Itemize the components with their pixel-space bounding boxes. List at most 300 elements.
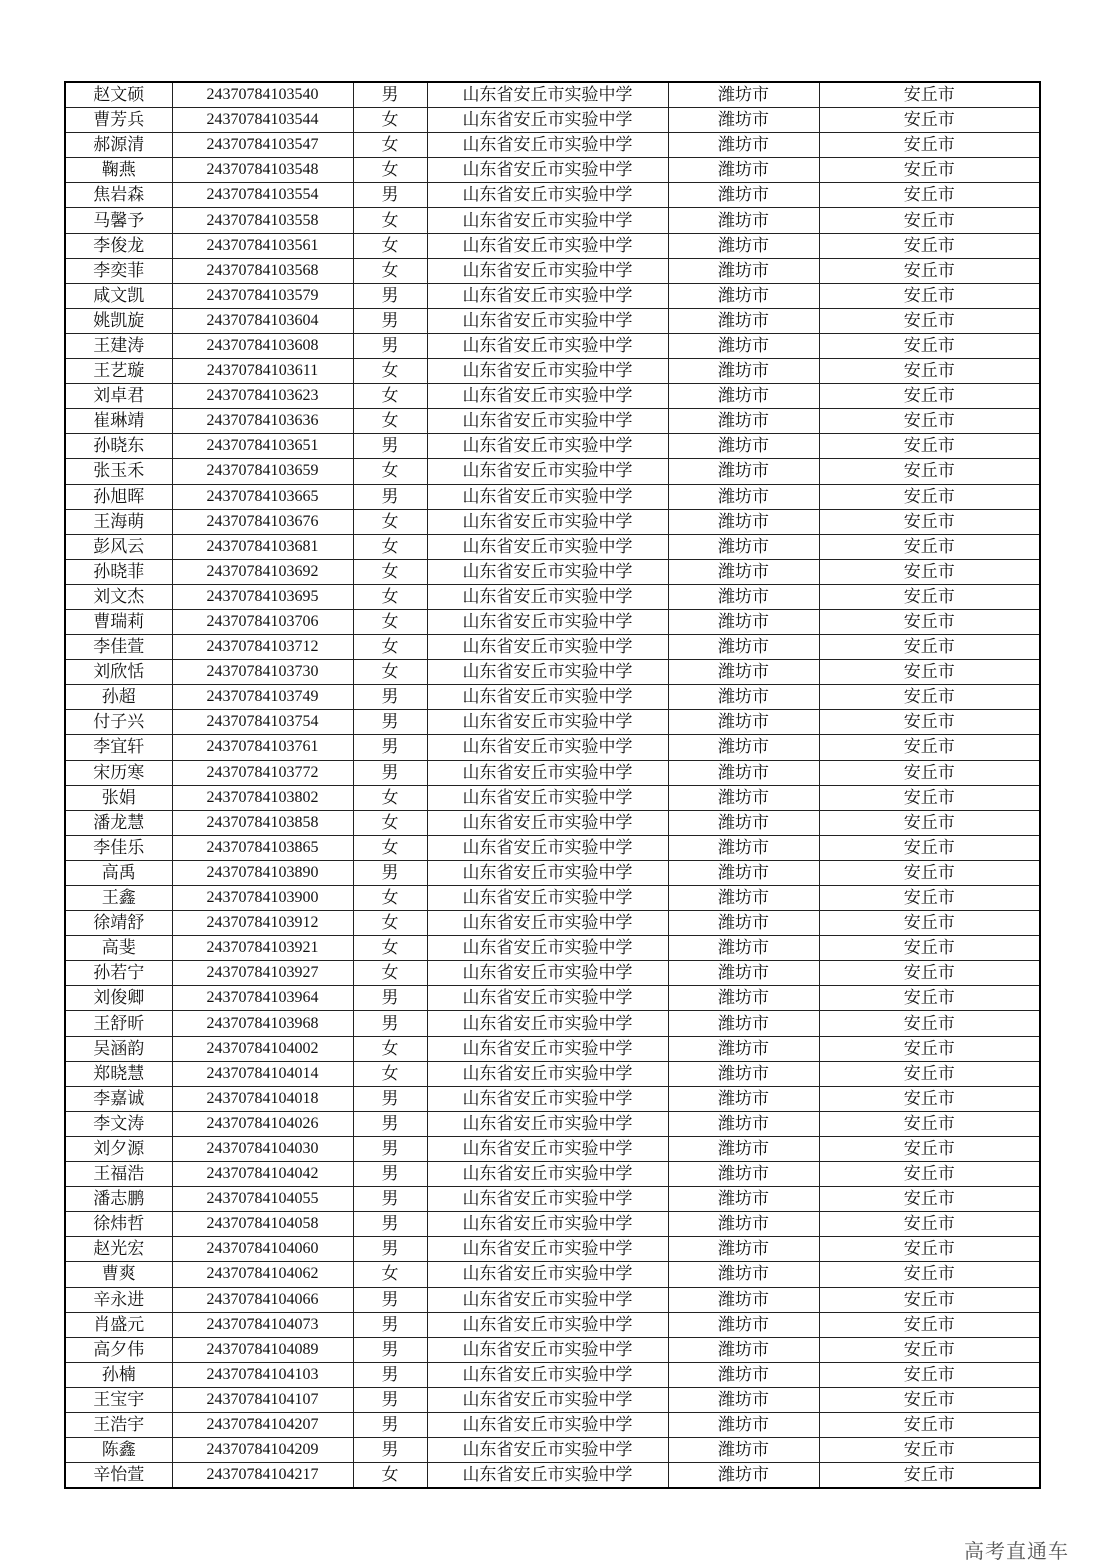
city-cell: 潍坊市: [668, 1162, 819, 1187]
school-cell: 山东省安丘市实验中学: [427, 609, 668, 634]
table-row: [65, 961, 1040, 986]
county-cell: 安丘市: [819, 1262, 1040, 1287]
city-cell: 潍坊市: [668, 986, 819, 1011]
school-cell: 山东省安丘市实验中学: [427, 1111, 668, 1136]
name-cell: 王海萌: [65, 509, 172, 534]
table-row: [65, 308, 1040, 333]
school-cell: 山东省安丘市实验中学: [427, 785, 668, 810]
exam-id-cell: 24370784103695: [172, 584, 353, 609]
county-cell: 安丘市: [819, 1187, 1040, 1212]
school-cell: 山东省安丘市实验中学: [427, 409, 668, 434]
school-cell: 山东省安丘市实验中学: [427, 82, 668, 108]
exam-id-cell: 24370784103927: [172, 961, 353, 986]
exam-id-cell: 24370784104042: [172, 1162, 353, 1187]
exam-id-cell: 24370784103865: [172, 835, 353, 860]
gender-cell: 女: [353, 208, 427, 233]
gender-cell: 男: [353, 308, 427, 333]
table-row: [65, 911, 1040, 936]
county-cell: 安丘市: [819, 1337, 1040, 1362]
city-cell: 潍坊市: [668, 258, 819, 283]
table-row: [65, 333, 1040, 358]
city-cell: 潍坊市: [668, 208, 819, 233]
exam-id-cell: 24370784103561: [172, 233, 353, 258]
name-cell: 郝源清: [65, 133, 172, 158]
gender-cell: 男: [353, 1187, 427, 1212]
name-cell: 王宝宇: [65, 1387, 172, 1412]
exam-id-cell: 24370784103636: [172, 409, 353, 434]
city-cell: 潍坊市: [668, 434, 819, 459]
exam-id-cell: 24370784103730: [172, 660, 353, 685]
city-cell: 潍坊市: [668, 961, 819, 986]
gender-cell: 女: [353, 133, 427, 158]
county-cell: 安丘市: [819, 183, 1040, 208]
name-cell: 孙旭晖: [65, 484, 172, 509]
school-cell: 山东省安丘市实验中学: [427, 860, 668, 885]
city-cell: 潍坊市: [668, 860, 819, 885]
county-cell: 安丘市: [819, 1387, 1040, 1412]
table-row: [65, 609, 1040, 634]
name-cell: 王建涛: [65, 333, 172, 358]
gender-cell: 男: [353, 82, 427, 108]
school-cell: 山东省安丘市实验中学: [427, 936, 668, 961]
city-cell: 潍坊市: [668, 509, 819, 534]
county-cell: 安丘市: [819, 283, 1040, 308]
county-cell: 安丘市: [819, 609, 1040, 634]
gender-cell: 男: [353, 1212, 427, 1237]
county-cell: 安丘市: [819, 509, 1040, 534]
name-cell: 高夕伟: [65, 1337, 172, 1362]
name-cell: 徐炜哲: [65, 1212, 172, 1237]
table-row: [65, 735, 1040, 760]
school-cell: 山东省安丘市实验中学: [427, 986, 668, 1011]
gender-cell: 男: [353, 333, 427, 358]
table-row: [65, 509, 1040, 534]
name-cell: 孙楠: [65, 1362, 172, 1387]
gender-cell: 男: [353, 760, 427, 785]
gender-cell: 女: [353, 609, 427, 634]
county-cell: 安丘市: [819, 635, 1040, 660]
exam-id-cell: 24370784103921: [172, 936, 353, 961]
school-cell: 山东省安丘市实验中学: [427, 208, 668, 233]
school-cell: 山东省安丘市实验中学: [427, 1011, 668, 1036]
name-cell: 潘龙慧: [65, 810, 172, 835]
city-cell: 潍坊市: [668, 559, 819, 584]
school-cell: 山东省安丘市实验中学: [427, 1262, 668, 1287]
table-row: [65, 158, 1040, 183]
county-cell: 安丘市: [819, 660, 1040, 685]
gender-cell: 女: [353, 108, 427, 133]
exam-id-cell: 24370784103912: [172, 911, 353, 936]
city-cell: 潍坊市: [668, 459, 819, 484]
city-cell: 潍坊市: [668, 685, 819, 710]
city-cell: 潍坊市: [668, 660, 819, 685]
gender-cell: 男: [353, 1111, 427, 1136]
name-cell: 辛怡萱: [65, 1463, 172, 1489]
name-cell: 刘卓君: [65, 384, 172, 409]
gender-cell: 男: [353, 1387, 427, 1412]
table-row: [65, 1337, 1040, 1362]
table-row: [65, 1262, 1040, 1287]
school-cell: 山东省安丘市实验中学: [427, 1463, 668, 1489]
county-cell: 安丘市: [819, 308, 1040, 333]
city-cell: 潍坊市: [668, 283, 819, 308]
table-row: [65, 635, 1040, 660]
city-cell: 潍坊市: [668, 886, 819, 911]
exam-id-cell: 24370784104030: [172, 1136, 353, 1161]
city-cell: 潍坊市: [668, 785, 819, 810]
name-cell: 彭风云: [65, 534, 172, 559]
table-row: [65, 710, 1040, 735]
table-row: [65, 785, 1040, 810]
school-cell: 山东省安丘市实验中学: [427, 1387, 668, 1412]
exam-id-cell: 24370784104107: [172, 1387, 353, 1412]
gender-cell: 女: [353, 509, 427, 534]
county-cell: 安丘市: [819, 534, 1040, 559]
table-row: [65, 1086, 1040, 1111]
city-cell: 潍坊市: [668, 133, 819, 158]
watermark-text: 高考直通车: [964, 1539, 1069, 1563]
school-cell: 山东省安丘市实验中学: [427, 434, 668, 459]
name-cell: 李宜轩: [65, 735, 172, 760]
gender-cell: 女: [353, 584, 427, 609]
table-row: [65, 1287, 1040, 1312]
gender-cell: 女: [353, 785, 427, 810]
name-cell: 王艺璇: [65, 359, 172, 384]
school-cell: 山东省安丘市实验中学: [427, 1412, 668, 1437]
gender-cell: 女: [353, 233, 427, 258]
city-cell: 潍坊市: [668, 534, 819, 559]
county-cell: 安丘市: [819, 911, 1040, 936]
school-cell: 山东省安丘市实验中学: [427, 835, 668, 860]
exam-id-cell: 24370784104058: [172, 1212, 353, 1237]
exam-id-cell: 24370784103964: [172, 986, 353, 1011]
county-cell: 安丘市: [819, 1061, 1040, 1086]
school-cell: 山东省安丘市实验中学: [427, 1162, 668, 1187]
name-cell: 姚凯旋: [65, 308, 172, 333]
city-cell: 潍坊市: [668, 760, 819, 785]
gender-cell: 女: [353, 559, 427, 584]
county-cell: 安丘市: [819, 333, 1040, 358]
gender-cell: 女: [353, 961, 427, 986]
city-cell: 潍坊市: [668, 183, 819, 208]
name-cell: 孙超: [65, 685, 172, 710]
gender-cell: 女: [353, 936, 427, 961]
table-row: [65, 133, 1040, 158]
county-cell: 安丘市: [819, 1162, 1040, 1187]
gender-cell: 女: [353, 1036, 427, 1061]
city-cell: 潍坊市: [668, 911, 819, 936]
school-cell: 山东省安丘市实验中学: [427, 333, 668, 358]
exam-id-cell: 24370784104060: [172, 1237, 353, 1262]
exam-id-cell: 24370784103665: [172, 484, 353, 509]
gender-cell: 女: [353, 1262, 427, 1287]
name-cell: 郑晓慧: [65, 1061, 172, 1086]
county-cell: 安丘市: [819, 1237, 1040, 1262]
school-cell: 山东省安丘市实验中学: [427, 183, 668, 208]
city-cell: 潍坊市: [668, 1187, 819, 1212]
table-row: [65, 660, 1040, 685]
exam-id-cell: 24370784103548: [172, 158, 353, 183]
exam-id-cell: 24370784104062: [172, 1262, 353, 1287]
exam-id-cell: 24370784103890: [172, 860, 353, 885]
name-cell: 刘俊卿: [65, 986, 172, 1011]
school-cell: 山东省安丘市实验中学: [427, 635, 668, 660]
county-cell: 安丘市: [819, 158, 1040, 183]
table-row: [65, 835, 1040, 860]
gender-cell: 女: [353, 384, 427, 409]
county-cell: 安丘市: [819, 1086, 1040, 1111]
name-cell: 刘欣恬: [65, 660, 172, 685]
exam-id-cell: 24370784103761: [172, 735, 353, 760]
school-cell: 山东省安丘市实验中学: [427, 1061, 668, 1086]
gender-cell: 男: [353, 434, 427, 459]
name-cell: 刘夕源: [65, 1136, 172, 1161]
school-cell: 山东省安丘市实验中学: [427, 484, 668, 509]
county-cell: 安丘市: [819, 459, 1040, 484]
city-cell: 潍坊市: [668, 936, 819, 961]
name-cell: 曹爽: [65, 1262, 172, 1287]
name-cell: 王福浩: [65, 1162, 172, 1187]
table-row: [65, 1011, 1040, 1036]
exam-id-cell: 24370784103568: [172, 258, 353, 283]
city-cell: 潍坊市: [668, 82, 819, 108]
gender-cell: 女: [353, 258, 427, 283]
school-cell: 山东省安丘市实验中学: [427, 459, 668, 484]
table-row: [65, 685, 1040, 710]
name-cell: 李文涛: [65, 1111, 172, 1136]
school-cell: 山东省安丘市实验中学: [427, 158, 668, 183]
name-cell: 李嘉诚: [65, 1086, 172, 1111]
school-cell: 山东省安丘市实验中学: [427, 1036, 668, 1061]
exam-id-cell: 24370784104066: [172, 1287, 353, 1312]
exam-id-cell: 24370784103554: [172, 183, 353, 208]
exam-id-cell: 24370784103608: [172, 333, 353, 358]
table-row: [65, 1362, 1040, 1387]
county-cell: 安丘市: [819, 961, 1040, 986]
gender-cell: 男: [353, 710, 427, 735]
roster-body: [65, 82, 1040, 1488]
city-cell: 潍坊市: [668, 1237, 819, 1262]
gender-cell: 男: [353, 1237, 427, 1262]
table-row: [65, 1187, 1040, 1212]
school-cell: 山东省安丘市实验中学: [427, 233, 668, 258]
gender-cell: 女: [353, 660, 427, 685]
name-cell: 宋历寒: [65, 760, 172, 785]
exam-id-cell: 24370784103706: [172, 609, 353, 634]
name-cell: 鞠燕: [65, 158, 172, 183]
exam-id-cell: 24370784103611: [172, 359, 353, 384]
table-row: [65, 534, 1040, 559]
city-cell: 潍坊市: [668, 484, 819, 509]
gender-cell: 男: [353, 1011, 427, 1036]
city-cell: 潍坊市: [668, 1337, 819, 1362]
school-cell: 山东省安丘市实验中学: [427, 710, 668, 735]
name-cell: 王舒昕: [65, 1011, 172, 1036]
gender-cell: 男: [353, 1086, 427, 1111]
table-row: [65, 810, 1040, 835]
gender-cell: 男: [353, 1412, 427, 1437]
exam-id-cell: 24370784103558: [172, 208, 353, 233]
exam-id-cell: 24370784104103: [172, 1362, 353, 1387]
gender-cell: 男: [353, 1362, 427, 1387]
name-cell: 王鑫: [65, 886, 172, 911]
name-cell: 辛永进: [65, 1287, 172, 1312]
county-cell: 安丘市: [819, 1438, 1040, 1463]
school-cell: 山东省安丘市实验中学: [427, 584, 668, 609]
exam-id-cell: 24370784104026: [172, 1111, 353, 1136]
table-row: [65, 1438, 1040, 1463]
city-cell: 潍坊市: [668, 1262, 819, 1287]
name-cell: 潘志鹏: [65, 1187, 172, 1212]
city-cell: 潍坊市: [668, 409, 819, 434]
name-cell: 高禹: [65, 860, 172, 885]
gender-cell: 女: [353, 835, 427, 860]
gender-cell: 男: [353, 1312, 427, 1337]
table-row: [65, 283, 1040, 308]
school-cell: 山东省安丘市实验中学: [427, 509, 668, 534]
county-cell: 安丘市: [819, 710, 1040, 735]
table-row: [65, 1463, 1040, 1489]
county-cell: 安丘市: [819, 760, 1040, 785]
exam-id-cell: 24370784103604: [172, 308, 353, 333]
exam-id-cell: 24370784104209: [172, 1438, 353, 1463]
gender-cell: 女: [353, 459, 427, 484]
gender-cell: 女: [353, 886, 427, 911]
exam-id-cell: 24370784104002: [172, 1036, 353, 1061]
city-cell: 潍坊市: [668, 735, 819, 760]
city-cell: 潍坊市: [668, 584, 819, 609]
gender-cell: 男: [353, 1337, 427, 1362]
county-cell: 安丘市: [819, 1212, 1040, 1237]
name-cell: 陈鑫: [65, 1438, 172, 1463]
exam-id-cell: 24370784103676: [172, 509, 353, 534]
school-cell: 山东省安丘市实验中学: [427, 1287, 668, 1312]
name-cell: 肖盛元: [65, 1312, 172, 1337]
county-cell: 安丘市: [819, 835, 1040, 860]
county-cell: 安丘市: [819, 1287, 1040, 1312]
exam-id-cell: 24370784103547: [172, 133, 353, 158]
city-cell: 潍坊市: [668, 835, 819, 860]
school-cell: 山东省安丘市实验中学: [427, 961, 668, 986]
name-cell: 徐靖舒: [65, 911, 172, 936]
city-cell: 潍坊市: [668, 1412, 819, 1437]
school-cell: 山东省安丘市实验中学: [427, 559, 668, 584]
city-cell: 潍坊市: [668, 1086, 819, 1111]
exam-id-cell: 24370784104018: [172, 1086, 353, 1111]
county-cell: 安丘市: [819, 258, 1040, 283]
table-row: [65, 1237, 1040, 1262]
exam-id-cell: 24370784103540: [172, 82, 353, 108]
school-cell: 山东省安丘市实验中学: [427, 258, 668, 283]
table-row: [65, 183, 1040, 208]
name-cell: 王浩宇: [65, 1412, 172, 1437]
gender-cell: 女: [353, 1061, 427, 1086]
school-cell: 山东省安丘市实验中学: [427, 283, 668, 308]
exam-id-cell: 24370784103659: [172, 459, 353, 484]
county-cell: 安丘市: [819, 409, 1040, 434]
table-row: [65, 484, 1040, 509]
gender-cell: 男: [353, 685, 427, 710]
name-cell: 高斐: [65, 936, 172, 961]
table-row: [65, 82, 1040, 108]
table-row: [65, 584, 1040, 609]
city-cell: 潍坊市: [668, 609, 819, 634]
name-cell: 吴涵韵: [65, 1036, 172, 1061]
county-cell: 安丘市: [819, 108, 1040, 133]
city-cell: 潍坊市: [668, 1136, 819, 1161]
table-row: [65, 936, 1040, 961]
city-cell: 潍坊市: [668, 1036, 819, 1061]
table-row: [65, 233, 1040, 258]
gender-cell: 男: [353, 1136, 427, 1161]
exam-id-cell: 24370784103749: [172, 685, 353, 710]
city-cell: 潍坊市: [668, 1312, 819, 1337]
exam-id-cell: 24370784103772: [172, 760, 353, 785]
exam-id-cell: 24370784104014: [172, 1061, 353, 1086]
county-cell: 安丘市: [819, 735, 1040, 760]
city-cell: 潍坊市: [668, 1111, 819, 1136]
school-cell: 山东省安丘市实验中学: [427, 534, 668, 559]
name-cell: 李佳乐: [65, 835, 172, 860]
table-row: [65, 1387, 1040, 1412]
city-cell: 潍坊市: [668, 308, 819, 333]
city-cell: 潍坊市: [668, 710, 819, 735]
table-row: [65, 1162, 1040, 1187]
table-row: [65, 986, 1040, 1011]
exam-id-cell: 24370784104217: [172, 1463, 353, 1489]
school-cell: 山东省安丘市实验中学: [427, 1362, 668, 1387]
county-cell: 安丘市: [819, 986, 1040, 1011]
name-cell: 刘文杰: [65, 584, 172, 609]
school-cell: 山东省安丘市实验中学: [427, 1086, 668, 1111]
exam-id-cell: 24370784103754: [172, 710, 353, 735]
city-cell: 潍坊市: [668, 333, 819, 358]
city-cell: 潍坊市: [668, 1387, 819, 1412]
table-row: [65, 1136, 1040, 1161]
gender-cell: 男: [353, 1287, 427, 1312]
gender-cell: 女: [353, 810, 427, 835]
name-cell: 马馨予: [65, 208, 172, 233]
school-cell: 山东省安丘市实验中学: [427, 810, 668, 835]
name-cell: 曹瑞莉: [65, 609, 172, 634]
gender-cell: 男: [353, 735, 427, 760]
county-cell: 安丘市: [819, 434, 1040, 459]
table-row: [65, 208, 1040, 233]
county-cell: 安丘市: [819, 860, 1040, 885]
table-row: [65, 409, 1040, 434]
county-cell: 安丘市: [819, 584, 1040, 609]
exam-id-cell: 24370784103692: [172, 559, 353, 584]
gender-cell: 男: [353, 484, 427, 509]
gender-cell: 男: [353, 1438, 427, 1463]
city-cell: 潍坊市: [668, 1362, 819, 1387]
name-cell: 李佳萱: [65, 635, 172, 660]
county-cell: 安丘市: [819, 810, 1040, 835]
school-cell: 山东省安丘市实验中学: [427, 660, 668, 685]
table-row: [65, 1312, 1040, 1337]
exam-id-cell: 24370784103968: [172, 1011, 353, 1036]
exam-id-cell: 24370784103712: [172, 635, 353, 660]
county-cell: 安丘市: [819, 1036, 1040, 1061]
name-cell: 张娟: [65, 785, 172, 810]
county-cell: 安丘市: [819, 1111, 1040, 1136]
name-cell: 曹芳兵: [65, 108, 172, 133]
county-cell: 安丘市: [819, 359, 1040, 384]
gender-cell: 女: [353, 1463, 427, 1489]
gender-cell: 女: [353, 911, 427, 936]
name-cell: 孙晓东: [65, 434, 172, 459]
city-cell: 潍坊市: [668, 1438, 819, 1463]
